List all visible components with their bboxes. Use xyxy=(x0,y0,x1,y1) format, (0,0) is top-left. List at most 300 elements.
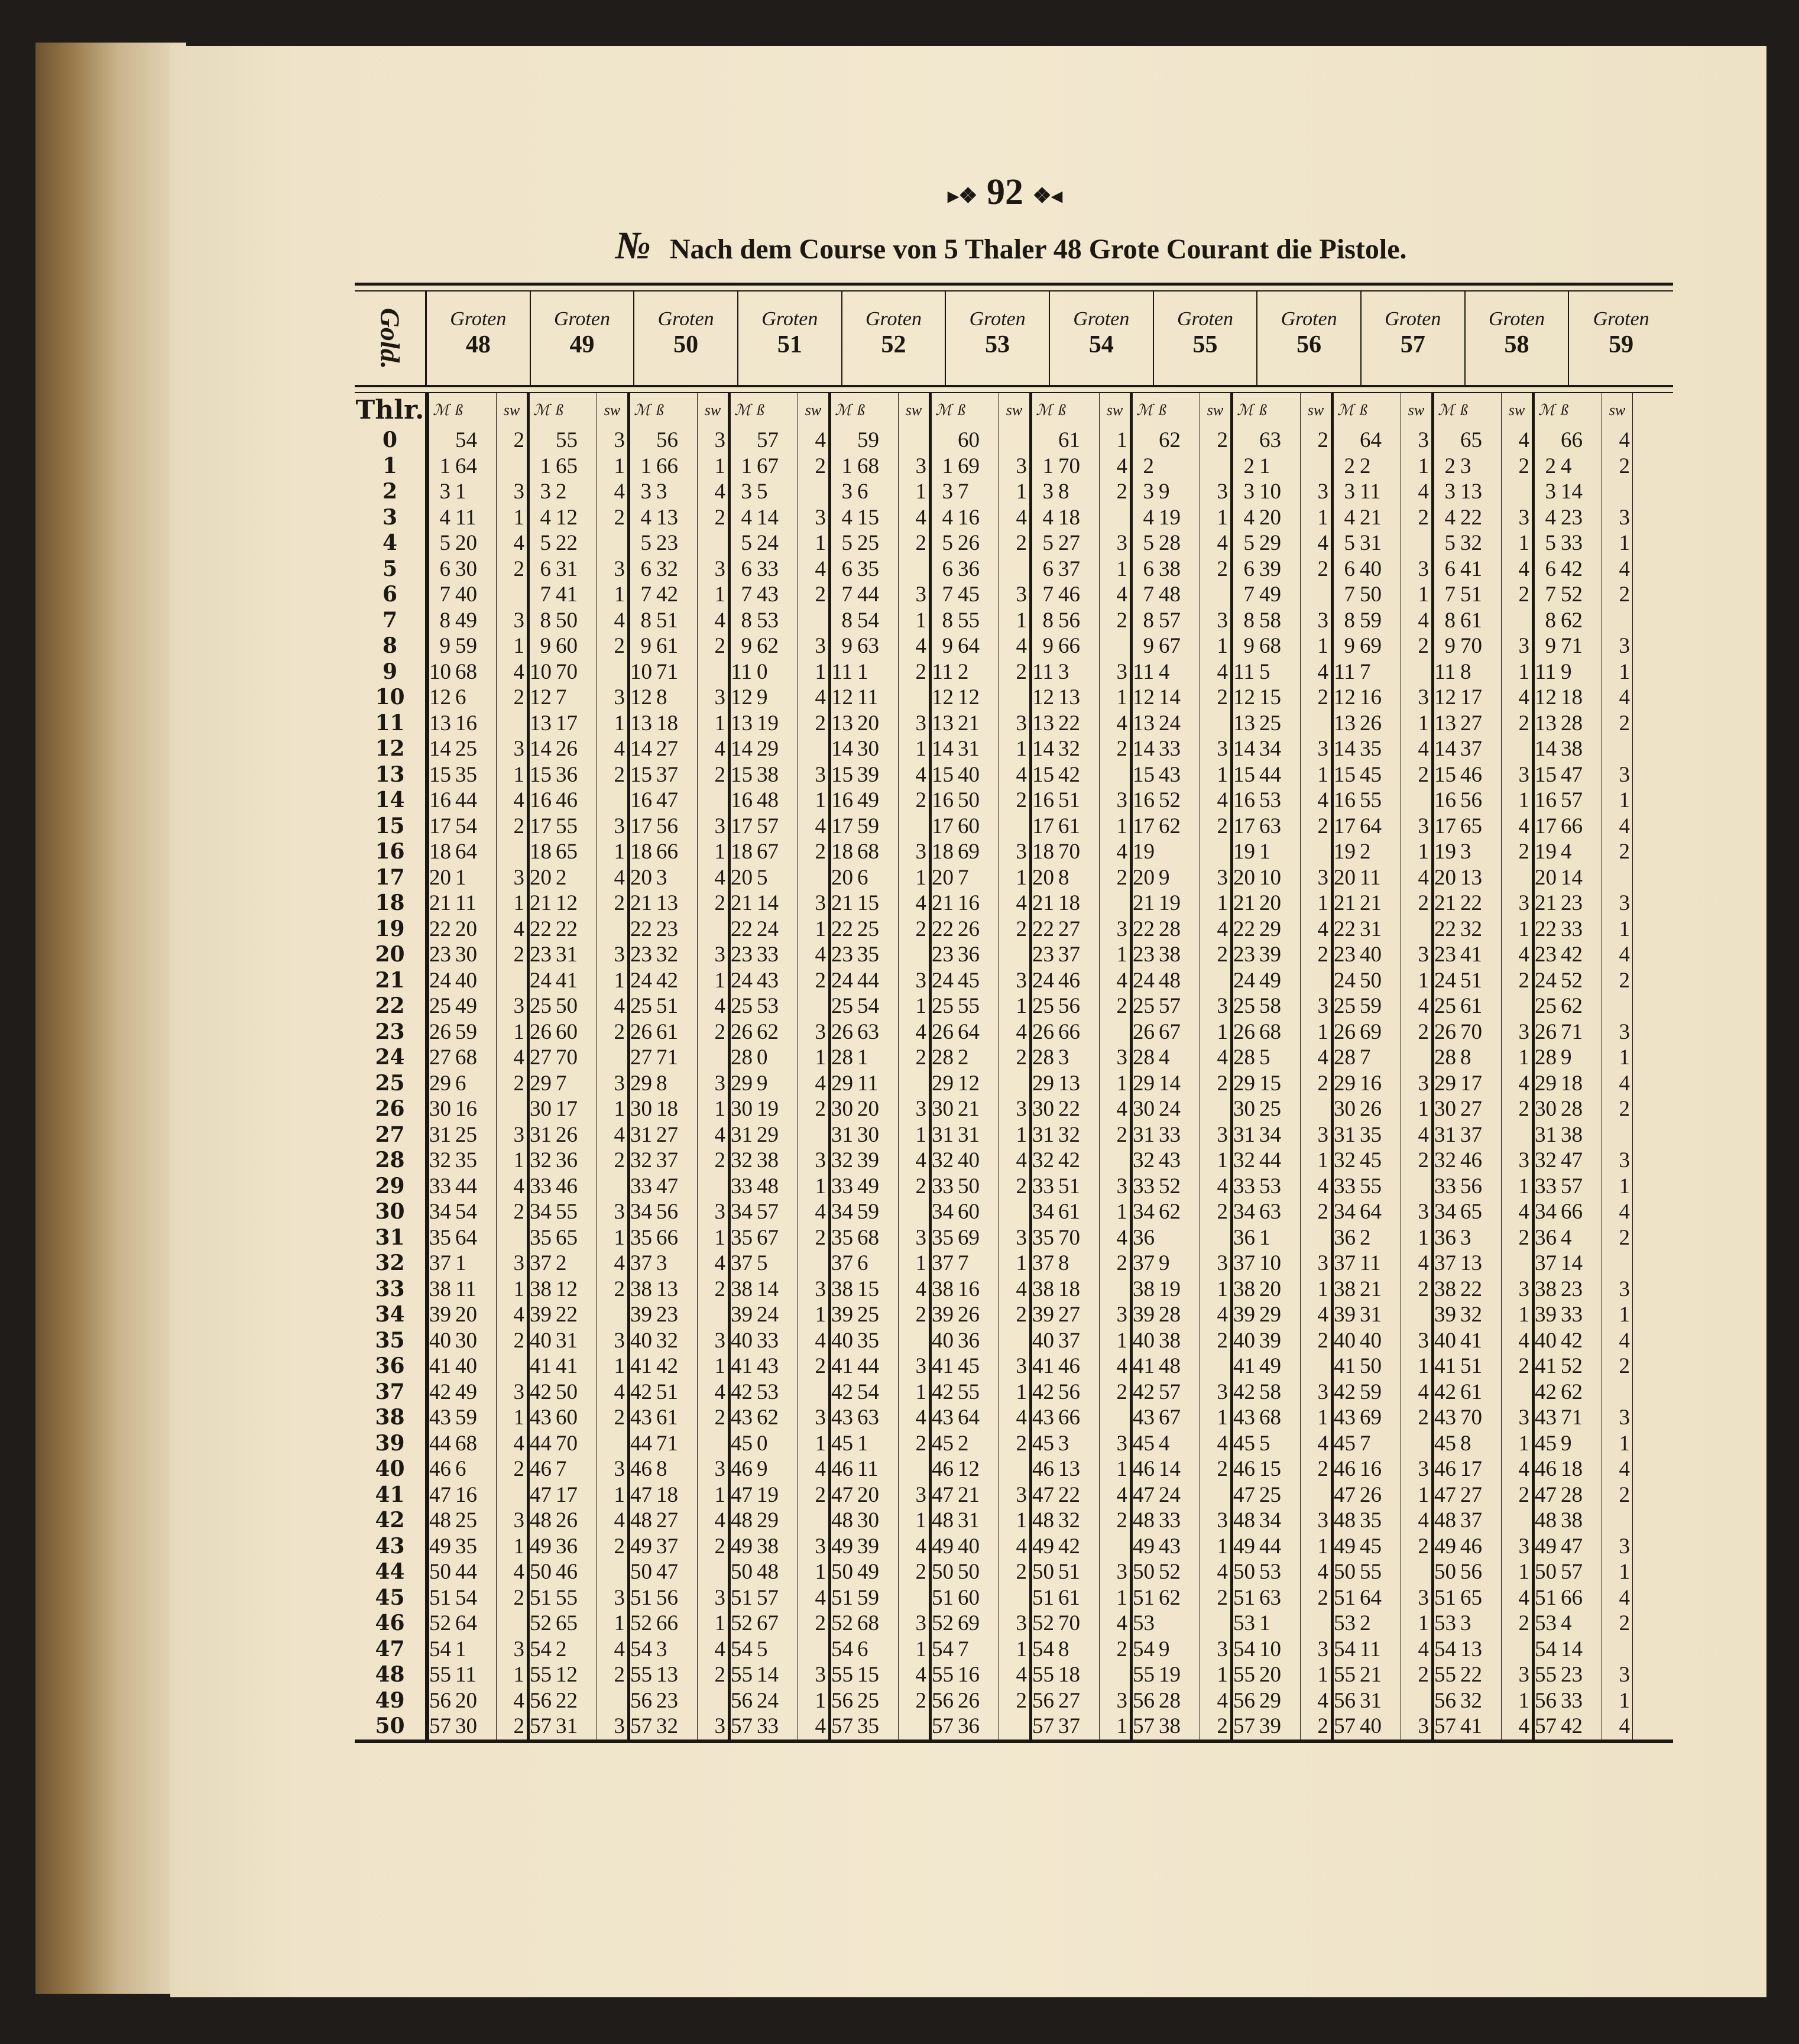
mark-cell: 8 xyxy=(1030,608,1056,634)
schilling-unit-label: ß xyxy=(553,393,597,427)
mark-cell: 5 xyxy=(728,530,754,556)
mark-cell: 4 xyxy=(929,505,955,531)
schilling-cell: 61 xyxy=(1458,608,1502,634)
schilling-cell: 45 xyxy=(1357,762,1401,788)
schilling-cell: 50 xyxy=(1357,968,1401,994)
schwaren-cell xyxy=(899,1456,929,1482)
mark-cell: 31 xyxy=(829,1122,855,1148)
schilling-cell: 32 xyxy=(654,1713,698,1739)
schwaren-cell: 4 xyxy=(1301,1174,1331,1200)
schilling-cell: 54 xyxy=(855,993,899,1019)
mark-cell: 29 xyxy=(728,1071,754,1097)
schwaren-cell: 2 xyxy=(1602,453,1633,480)
schilling-cell: 70 xyxy=(1458,1405,1502,1431)
schilling-cell: 67 xyxy=(754,453,798,480)
mark-cell: 42 xyxy=(1231,1379,1257,1405)
groten-value: 50 xyxy=(673,331,699,358)
schwaren-cell: 2 xyxy=(597,890,628,916)
schilling-cell: 66 xyxy=(1558,1585,1602,1611)
schilling-cell: 42 xyxy=(1558,1328,1602,1354)
schilling-cell: 59 xyxy=(453,1019,497,1045)
schwaren-cell: 4 xyxy=(1502,1713,1532,1739)
schilling-cell: 9 xyxy=(1558,659,1602,685)
schwaren-cell: 3 xyxy=(1401,1199,1432,1225)
mark-cell: 26 xyxy=(929,1019,955,1045)
mark-cell: 16 xyxy=(1432,788,1458,814)
schwaren-cell: 3 xyxy=(497,1508,527,1534)
schwaren-cell: 4 xyxy=(999,505,1030,531)
schilling-cell: 45 xyxy=(955,582,999,608)
mark-cell: 17 xyxy=(1231,814,1257,840)
mark-cell: 21 xyxy=(1432,890,1458,916)
schwaren-cell xyxy=(798,479,829,505)
schwaren-cell: 1 xyxy=(1602,1045,1633,1071)
mark-cell: 56 xyxy=(728,1688,754,1714)
mark-unit-label: ℳ xyxy=(1130,393,1156,427)
groten-label: Groten xyxy=(1176,308,1234,330)
mark-cell: 19 xyxy=(1331,839,1357,865)
schwaren-cell: 4 xyxy=(1200,916,1231,942)
schilling-cell: 44 xyxy=(453,788,497,814)
schwaren-cell: 3 xyxy=(1100,788,1130,814)
schwaren-cell xyxy=(497,839,527,865)
schilling-cell: 47 xyxy=(1558,1148,1602,1174)
mark-cell: 26 xyxy=(1432,1019,1458,1045)
schilling-cell: 49 xyxy=(453,993,497,1019)
schwaren-cell: 4 xyxy=(798,556,829,582)
table-row xyxy=(355,1353,1673,1379)
mark-cell: 23 xyxy=(628,942,654,968)
mark-cell: 12 xyxy=(628,685,654,711)
gold-cell: 29 xyxy=(355,1174,427,1200)
schwaren-cell xyxy=(597,916,628,942)
schilling-unit-label: ß xyxy=(453,393,497,427)
schwaren-cell xyxy=(798,736,829,762)
schwaren-cell: 4 xyxy=(497,1045,527,1071)
mark-cell: 34 xyxy=(1432,1199,1458,1225)
schilling-cell: 13 xyxy=(1458,865,1502,891)
schilling-cell: 62 xyxy=(1558,608,1602,634)
gold-cell: 40 xyxy=(355,1456,427,1482)
schwaren-cell: 1 xyxy=(497,1405,527,1431)
schilling-cell: 49 xyxy=(1257,1353,1301,1379)
schwaren-cell: 1 xyxy=(1602,530,1633,556)
schwaren-cell: 1 xyxy=(698,1353,728,1379)
schwaren-cell: 1 xyxy=(1200,633,1231,659)
schwaren-cell: 1 xyxy=(1401,582,1432,608)
groten-label: Groten xyxy=(1488,308,1545,330)
schwaren-cell: 2 xyxy=(1401,505,1432,531)
mark-cell: 55 xyxy=(829,1662,855,1688)
schwaren-cell xyxy=(899,556,929,582)
schilling-cell: 40 xyxy=(955,1534,999,1560)
mark-unit-label: ℳ xyxy=(527,393,553,427)
gold-cell: 2 xyxy=(355,479,427,505)
mark-cell: 7 xyxy=(1130,582,1156,608)
schwaren-cell: 2 xyxy=(698,762,728,788)
schilling-cell: 11 xyxy=(1357,865,1401,891)
gold-cell: 33 xyxy=(355,1277,427,1303)
table-row xyxy=(355,762,1673,788)
mark-cell: 43 xyxy=(929,1405,955,1431)
schilling-cell: 46 xyxy=(553,1174,597,1200)
mark-cell: 4 xyxy=(1432,505,1458,531)
schwaren-cell: 3 xyxy=(1200,1508,1231,1534)
mark-cell: 41 xyxy=(1231,1353,1257,1379)
mark-cell: 32 xyxy=(929,1148,955,1174)
schilling-cell: 38 xyxy=(1156,556,1200,582)
schilling-cell: 68 xyxy=(1257,1019,1301,1045)
schwaren-cell: 2 xyxy=(497,1585,527,1611)
mark-cell: 23 xyxy=(728,942,754,968)
mark-cell: 8 xyxy=(1432,608,1458,634)
mark-cell: 17 xyxy=(628,814,654,840)
schwaren-cell: 2 xyxy=(1200,1456,1231,1482)
gold-cell: 48 xyxy=(355,1662,427,1688)
mark-cell: 5 xyxy=(829,530,855,556)
mark-cell: 25 xyxy=(728,993,754,1019)
schwaren-cell: 3 xyxy=(597,685,628,711)
schwaren-cell: 4 xyxy=(698,993,728,1019)
schilling-cell: 9 xyxy=(754,1071,798,1097)
mark-cell: 17 xyxy=(1331,814,1357,840)
schilling-cell: 35 xyxy=(1357,1508,1401,1534)
mark-cell: 5 xyxy=(527,530,553,556)
schwaren-cell: 4 xyxy=(798,1713,829,1739)
schwaren-cell: 3 xyxy=(597,427,628,453)
schwaren-cell xyxy=(1401,1431,1432,1457)
schwaren-cell: 2 xyxy=(1301,1328,1331,1354)
schilling-cell: 25 xyxy=(453,736,497,762)
mark-cell: 7 xyxy=(1231,582,1257,608)
schwaren-cell: 2 xyxy=(1502,1482,1532,1508)
mark-cell: 7 xyxy=(427,582,453,608)
schwaren-cell: 4 xyxy=(798,942,829,968)
schilling-cell: 67 xyxy=(1156,633,1200,659)
schilling-cell: 60 xyxy=(955,427,999,453)
table-row xyxy=(355,1585,1673,1611)
mark-cell: 11 xyxy=(929,659,955,685)
schilling-cell: 3 xyxy=(654,1251,698,1277)
schwaren-cell: 2 xyxy=(1100,1508,1130,1534)
table-row xyxy=(355,1328,1673,1354)
schilling-cell: 39 xyxy=(1257,1328,1301,1354)
mark-cell: 42 xyxy=(829,1379,855,1405)
mark-cell: 38 xyxy=(829,1277,855,1303)
schwaren-cell: 3 xyxy=(698,1328,728,1354)
mark-cell: 11 xyxy=(1532,659,1558,685)
schilling-cell: 13 xyxy=(654,505,698,531)
mark-cell: 18 xyxy=(829,839,855,865)
mark-cell: 47 xyxy=(829,1482,855,1508)
schilling-cell: 6 xyxy=(855,479,899,505)
schwaren-cell: 3 xyxy=(1100,1559,1130,1585)
mark-cell: 42 xyxy=(1130,1379,1156,1405)
mark-cell: 2 xyxy=(1231,453,1257,480)
mark-cell: 39 xyxy=(1432,1302,1458,1328)
schilling-cell: 16 xyxy=(955,505,999,531)
mark-cell: 57 xyxy=(1231,1713,1257,1739)
table-row xyxy=(355,556,1673,582)
mark-cell: 45 xyxy=(829,1431,855,1457)
schilling-cell: 55 xyxy=(955,608,999,634)
schilling-cell: 61 xyxy=(1458,1379,1502,1405)
schwaren-cell xyxy=(1502,1637,1532,1663)
schilling-cell: 69 xyxy=(955,1611,999,1637)
schwaren-cell: 4 xyxy=(1502,1585,1532,1611)
schwaren-cell: 4 xyxy=(1602,685,1633,711)
schwaren-cell xyxy=(1200,839,1231,865)
mark-cell: 27 xyxy=(628,1045,654,1071)
schilling-cell: 1 xyxy=(855,659,899,685)
schwaren-cell: 4 xyxy=(899,762,929,788)
schilling-cell xyxy=(1156,453,1200,480)
schilling-cell: 33 xyxy=(754,942,798,968)
mark-cell: 50 xyxy=(829,1559,855,1585)
mark-cell: 50 xyxy=(527,1559,553,1585)
schwaren-cell: 3 xyxy=(1602,1534,1633,1560)
schilling-cell: 8 xyxy=(1056,1251,1100,1277)
schilling-cell: 51 xyxy=(654,608,698,634)
schwaren-cell xyxy=(1502,993,1532,1019)
schilling-cell: 42 xyxy=(654,582,698,608)
gold-cell: 28 xyxy=(355,1148,427,1174)
schilling-cell: 5 xyxy=(754,1637,798,1663)
mark-cell: 49 xyxy=(728,1534,754,1560)
schwaren-cell: 3 xyxy=(798,1405,829,1431)
schilling-cell: 34 xyxy=(1257,736,1301,762)
mark-cell: 32 xyxy=(1030,1148,1056,1174)
schwaren-cell: 1 xyxy=(899,479,929,505)
schwaren-cell: 2 xyxy=(899,1045,929,1071)
mark-cell: 20 xyxy=(1030,865,1056,891)
schilling-cell: 33 xyxy=(1156,1508,1200,1534)
schwaren-cell: 1 xyxy=(1502,1302,1532,1328)
title-text: Nach dem Course von 5 Thaler 48 Grote Courant die Pistole. xyxy=(669,234,1407,265)
mark-cell: 47 xyxy=(728,1482,754,1508)
table-row xyxy=(355,993,1673,1019)
schwaren-cell: 1 xyxy=(1100,1713,1130,1739)
schwaren-cell: 1 xyxy=(899,1379,929,1405)
schilling-cell: 3 xyxy=(1458,1611,1502,1637)
mark-cell: 37 xyxy=(1331,1251,1357,1277)
groten-column-header xyxy=(531,291,635,385)
schwaren-cell xyxy=(1100,762,1130,788)
schwaren-cell xyxy=(999,556,1030,582)
schwaren-cell: 3 xyxy=(1502,633,1532,659)
mark-cell: 40 xyxy=(427,1328,453,1354)
schwaren-cell: 3 xyxy=(999,582,1030,608)
gold-cell: 1 xyxy=(355,453,427,480)
mark-cell: 13 xyxy=(1532,711,1558,737)
gold-cell: 42 xyxy=(355,1508,427,1534)
schwaren-cell xyxy=(1301,582,1331,608)
schilling-cell xyxy=(1156,1225,1200,1251)
schilling-cell: 35 xyxy=(855,556,899,582)
schwaren-cell: 1 xyxy=(1401,839,1432,865)
schwaren-cell: 1 xyxy=(497,1534,527,1560)
schwaren-cell: 4 xyxy=(597,1122,628,1148)
schilling-cell: 57 xyxy=(1156,608,1200,634)
schilling-cell: 3 xyxy=(654,865,698,891)
schwaren-cell: 3 xyxy=(798,762,829,788)
schwaren-cell: 3 xyxy=(698,1456,728,1482)
schwaren-cell: 3 xyxy=(1301,1379,1331,1405)
schwaren-cell: 2 xyxy=(1502,839,1532,865)
schilling-cell: 10 xyxy=(1257,865,1301,891)
table-row xyxy=(355,1611,1673,1637)
schwaren-cell xyxy=(1200,1225,1231,1251)
mark-cell: 9 xyxy=(1432,633,1458,659)
mark-cell: 26 xyxy=(728,1019,754,1045)
schilling-cell: 16 xyxy=(1357,1071,1401,1097)
gold-cell: 45 xyxy=(355,1585,427,1611)
schilling-cell: 62 xyxy=(754,633,798,659)
mark-cell: 20 xyxy=(829,865,855,891)
schwaren-cell xyxy=(1200,1096,1231,1122)
schilling-cell: 59 xyxy=(1357,608,1401,634)
groten-column-header xyxy=(1569,291,1673,385)
schilling-cell: 21 xyxy=(955,1096,999,1122)
mark-cell: 15 xyxy=(527,762,553,788)
schilling-cell: 1 xyxy=(1257,1225,1301,1251)
schilling-cell: 33 xyxy=(1558,916,1602,942)
mark-cell: 57 xyxy=(527,1713,553,1739)
mark-cell xyxy=(1030,427,1056,453)
schilling-cell: 51 xyxy=(1056,1174,1100,1200)
schwaren-cell: 1 xyxy=(1401,1482,1432,1508)
schwaren-cell: 2 xyxy=(899,1431,929,1457)
schwaren-cell: 1 xyxy=(1301,1148,1331,1174)
mark-cell: 26 xyxy=(829,1019,855,1045)
schwaren-cell: 1 xyxy=(698,1611,728,1637)
mark-cell: 17 xyxy=(1432,814,1458,840)
table-row xyxy=(355,968,1673,994)
mark-cell: 55 xyxy=(1030,1662,1056,1688)
schwaren-cell: 4 xyxy=(1301,1302,1331,1328)
schilling-cell: 25 xyxy=(1257,711,1301,737)
mark-cell: 31 xyxy=(929,1122,955,1148)
mark-cell: 57 xyxy=(1432,1713,1458,1739)
schwaren-cell: 2 xyxy=(1200,942,1231,968)
mark-cell: 10 xyxy=(527,659,553,685)
schilling-cell: 42 xyxy=(1558,1713,1602,1739)
schwaren-cell: 4 xyxy=(1200,659,1231,685)
mark-cell: 56 xyxy=(1432,1688,1458,1714)
schilling-cell: 60 xyxy=(955,1199,999,1225)
mark-cell: 28 xyxy=(1231,1045,1257,1071)
schwaren-cell: 2 xyxy=(497,685,527,711)
schwaren-cell: 4 xyxy=(1502,556,1532,582)
table-row xyxy=(355,736,1673,762)
schilling-cell: 12 xyxy=(955,1456,999,1482)
schwaren-cell: 3 xyxy=(1100,1688,1130,1714)
schwaren-cell: 1 xyxy=(1602,1688,1633,1714)
schwaren-cell: 1 xyxy=(497,890,527,916)
mark-cell: 28 xyxy=(1331,1045,1357,1071)
schwaren-cell xyxy=(597,1431,628,1457)
schilling-cell: 1 xyxy=(1257,453,1301,480)
mark-cell: 56 xyxy=(1130,1688,1156,1714)
schilling-cell: 17 xyxy=(553,1482,597,1508)
mark-cell: 31 xyxy=(1331,1122,1357,1148)
schilling-cell: 28 xyxy=(1558,711,1602,737)
schilling-cell: 18 xyxy=(654,1096,698,1122)
schwaren-cell: 2 xyxy=(1502,968,1532,994)
mark-cell: 16 xyxy=(829,788,855,814)
schilling-cell: 40 xyxy=(453,968,497,994)
schilling-cell: 59 xyxy=(855,427,899,453)
schwaren-cell: 4 xyxy=(497,1174,527,1200)
mark-cell: 21 xyxy=(1331,890,1357,916)
mark-cell: 29 xyxy=(1231,1071,1257,1097)
mark-cell: 7 xyxy=(829,582,855,608)
schilling-cell: 56 xyxy=(1458,1174,1502,1200)
schilling-cell: 30 xyxy=(453,1713,497,1739)
groten-column-header xyxy=(842,291,946,385)
schwaren-cell: 1 xyxy=(999,1637,1030,1663)
schwaren-cell: 1 xyxy=(1502,1045,1532,1071)
schilling-cell: 56 xyxy=(1458,788,1502,814)
mark-cell: 41 xyxy=(1532,1353,1558,1379)
mark-cell: 11 xyxy=(1231,659,1257,685)
schwaren-cell: 4 xyxy=(1602,814,1633,840)
schilling-cell: 5 xyxy=(1257,1431,1301,1457)
mark-cell: 41 xyxy=(1130,1353,1156,1379)
schilling-cell: 27 xyxy=(1458,1096,1502,1122)
table-row xyxy=(355,1122,1673,1148)
mark-cell: 11 xyxy=(829,659,855,685)
mark-cell: 49 xyxy=(1532,1534,1558,1560)
table-row xyxy=(355,814,1673,840)
schilling-cell: 69 xyxy=(1357,1019,1401,1045)
schwaren-cell: 4 xyxy=(597,736,628,762)
schilling-cell: 20 xyxy=(1257,890,1301,916)
schwaren-cell: 4 xyxy=(1401,1122,1432,1148)
schwaren-cell: 1 xyxy=(1100,427,1130,453)
schilling-cell: 10 xyxy=(1257,479,1301,505)
schwaren-cell: 2 xyxy=(698,633,728,659)
schilling-cell: 13 xyxy=(654,1662,698,1688)
schwaren-cell: 4 xyxy=(899,505,929,531)
mark-cell: 30 xyxy=(1532,1096,1558,1122)
schwaren-cell: 2 xyxy=(1301,1585,1331,1611)
schwaren-cell: 4 xyxy=(798,1328,829,1354)
schilling-cell: 14 xyxy=(1558,1637,1602,1663)
schwaren-unit-label: sw xyxy=(1301,393,1331,427)
mark-cell: 38 xyxy=(628,1277,654,1303)
schilling-cell: 50 xyxy=(553,608,597,634)
mark-cell: 16 xyxy=(1030,788,1056,814)
schwaren-cell xyxy=(999,685,1030,711)
mark-cell: 15 xyxy=(929,762,955,788)
schwaren-cell: 2 xyxy=(497,1199,527,1225)
mark-cell: 52 xyxy=(929,1611,955,1637)
groten-column-header xyxy=(1257,291,1362,385)
mark-cell: 7 xyxy=(929,582,955,608)
schwaren-cell xyxy=(798,1508,829,1534)
mark-cell: 18 xyxy=(1030,839,1056,865)
schilling-unit-label: ß xyxy=(1357,393,1401,427)
mark-cell: 4 xyxy=(1130,505,1156,531)
schilling-cell: 1 xyxy=(453,1637,497,1663)
mark-cell: 53 xyxy=(1532,1611,1558,1637)
schwaren-cell: 2 xyxy=(1301,1071,1331,1097)
mark-cell: 14 xyxy=(1532,736,1558,762)
mark-cell: 55 xyxy=(527,1662,553,1688)
schwaren-cell: 4 xyxy=(1401,1508,1432,1534)
schilling-cell: 37 xyxy=(654,1148,698,1174)
